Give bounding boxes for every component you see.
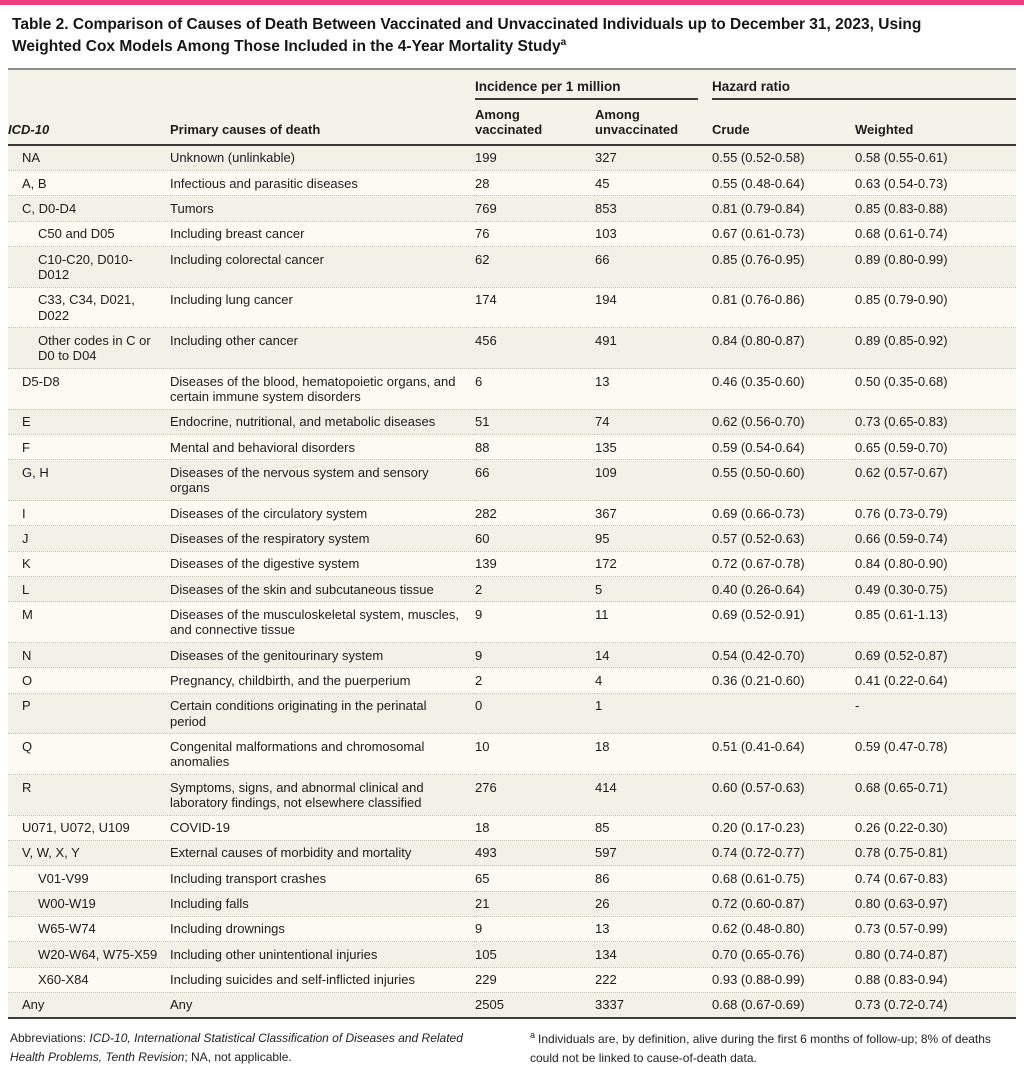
causes-of-death-table (8, 70, 1016, 1019)
table-row (8, 866, 1016, 891)
unvaccinated-incidence-cell: 135 (595, 435, 712, 460)
column-header-unvaccinated-label: Among unvaccinated (595, 107, 679, 138)
footnotes (8, 1019, 1016, 1067)
vaccinated-incidence-cell: 282 (475, 501, 595, 526)
unvaccinated-incidence-cell: 11 (595, 602, 712, 643)
table-row (8, 460, 1016, 501)
cause-cell: Diseases of the circulatory system (170, 501, 475, 526)
vaccinated-incidence-cell: 493 (475, 840, 595, 865)
table-row (8, 891, 1016, 916)
unvaccinated-incidence-cell: 1 (595, 693, 712, 734)
weighted-hazard-ratio-cell: 0.69 (0.52-0.87) (855, 643, 1016, 668)
crude-hazard-ratio-cell: 0.54 (0.42-0.70) (712, 643, 855, 668)
icd-code-cell: P (8, 693, 170, 734)
crude-hazard-ratio-cell (712, 693, 855, 734)
vaccinated-incidence-cell: 174 (475, 287, 595, 328)
icd-code-cell: Any (8, 992, 170, 1018)
cause-cell: Congenital malformations and chromosomal anomalies (170, 734, 475, 775)
unvaccinated-incidence-cell: 491 (595, 328, 712, 369)
weighted-hazard-ratio-cell: 0.85 (0.83-0.88) (855, 196, 1016, 221)
unvaccinated-incidence-cell: 134 (595, 942, 712, 967)
unvaccinated-incidence-cell: 367 (595, 501, 712, 526)
vaccinated-incidence-cell: 51 (475, 409, 595, 434)
title-footnote-marker: a (560, 37, 567, 48)
footnote-text: Individuals are, by definition, alive during the first 6 months of follow-up; 8% of deaths could not be linked to cause-of-death data. (530, 1032, 991, 1065)
crude-hazard-ratio-cell: 0.84 (0.80-0.87) (712, 328, 855, 369)
crude-hazard-ratio-cell: 0.69 (0.52-0.91) (712, 602, 855, 643)
crude-hazard-ratio-cell: 0.70 (0.65-0.76) (712, 942, 855, 967)
abbreviations-footnote (8, 1029, 478, 1067)
column-group-incidence (475, 70, 712, 100)
table-row (8, 734, 1016, 775)
vaccinated-incidence-cell: 65 (475, 866, 595, 891)
unvaccinated-incidence-cell: 414 (595, 775, 712, 816)
unvaccinated-incidence-cell: 103 (595, 221, 712, 246)
weighted-hazard-ratio-cell: 0.73 (0.57-0.99) (855, 916, 1016, 941)
column-header-icd: ICD-10 (8, 100, 170, 145)
unvaccinated-incidence-cell: 5 (595, 577, 712, 602)
weighted-hazard-ratio-cell: 0.76 (0.73-0.79) (855, 501, 1016, 526)
crude-hazard-ratio-cell: 0.72 (0.60-0.87) (712, 891, 855, 916)
table-body (8, 145, 1016, 1018)
crude-hazard-ratio-cell: 0.67 (0.61-0.73) (712, 221, 855, 246)
icd-code-cell: W00-W19 (8, 891, 170, 916)
crude-hazard-ratio-cell: 0.62 (0.56-0.70) (712, 409, 855, 434)
icd-code-cell: N (8, 643, 170, 668)
unvaccinated-incidence-cell: 222 (595, 967, 712, 992)
cause-cell: External causes of morbidity and mortality (170, 840, 475, 865)
weighted-hazard-ratio-cell: 0.80 (0.74-0.87) (855, 942, 1016, 967)
weighted-hazard-ratio-cell: 0.78 (0.75-0.81) (855, 840, 1016, 865)
abbreviations-italic: ICD-10, International Statistical Classification of Diseases and Related Health Problems, Tenth Revision (10, 1031, 463, 1064)
table-row (8, 551, 1016, 576)
unvaccinated-incidence-cell: 3337 (595, 992, 712, 1018)
table-row (8, 942, 1016, 967)
cause-cell: Including falls (170, 891, 475, 916)
weighted-hazard-ratio-cell: 0.89 (0.80-0.99) (855, 247, 1016, 288)
unvaccinated-incidence-cell: 853 (595, 196, 712, 221)
footnote-marker: a (530, 1030, 536, 1041)
unvaccinated-incidence-cell: 74 (595, 409, 712, 434)
table-row (8, 693, 1016, 734)
table-row (8, 196, 1016, 221)
vaccinated-incidence-cell: 66 (475, 460, 595, 501)
icd-code-cell: X60-X84 (8, 967, 170, 992)
crude-hazard-ratio-cell: 0.68 (0.67-0.69) (712, 992, 855, 1018)
column-header-unvaccinated (595, 100, 712, 145)
icd-code-cell: V01-V99 (8, 866, 170, 891)
weighted-hazard-ratio-cell: 0.65 (0.59-0.70) (855, 435, 1016, 460)
table-row (8, 171, 1016, 196)
crude-hazard-ratio-cell: 0.81 (0.76-0.86) (712, 287, 855, 328)
cause-cell: Including suicides and self-inflicted injuries (170, 967, 475, 992)
vaccinated-incidence-cell: 2 (475, 668, 595, 693)
vaccinated-incidence-cell: 21 (475, 891, 595, 916)
table-row (8, 526, 1016, 551)
icd-code-cell: J (8, 526, 170, 551)
crude-hazard-ratio-cell: 0.40 (0.26-0.64) (712, 577, 855, 602)
crude-hazard-ratio-cell: 0.46 (0.35-0.60) (712, 369, 855, 410)
unvaccinated-incidence-cell: 109 (595, 460, 712, 501)
cause-cell: Infectious and parasitic diseases (170, 171, 475, 196)
weighted-hazard-ratio-cell: 0.85 (0.61-1.13) (855, 602, 1016, 643)
cause-cell: Symptoms, signs, and abnormal clinical and laboratory findings, not elsewhere classified (170, 775, 475, 816)
unvaccinated-incidence-cell: 95 (595, 526, 712, 551)
unvaccinated-incidence-cell: 85 (595, 815, 712, 840)
table-row (8, 916, 1016, 941)
cause-cell: COVID-19 (170, 815, 475, 840)
icd-code-cell: Q (8, 734, 170, 775)
unvaccinated-incidence-cell: 172 (595, 551, 712, 576)
weighted-hazard-ratio-cell: 0.73 (0.65-0.83) (855, 409, 1016, 434)
vaccinated-incidence-cell: 28 (475, 171, 595, 196)
icd-code-cell: NA (8, 145, 170, 171)
crude-hazard-ratio-cell: 0.85 (0.76-0.95) (712, 247, 855, 288)
column-header-vaccinated (475, 100, 595, 145)
crude-hazard-ratio-cell: 0.57 (0.52-0.63) (712, 526, 855, 551)
vaccinated-incidence-cell: 6 (475, 369, 595, 410)
icd-code-cell: E (8, 409, 170, 434)
unvaccinated-incidence-cell: 327 (595, 145, 712, 171)
icd-code-cell: M (8, 602, 170, 643)
table-title-text: Table 2. Comparison of Causes of Death Between Vaccinated and Unvaccinated Individuals up to December 31, 2023, Using Weighted Cox Models Among Those Included in the 4-Year Mortality Study (12, 16, 922, 56)
column-header-crude: Crude (712, 100, 855, 145)
crude-hazard-ratio-cell: 0.74 (0.72-0.77) (712, 840, 855, 865)
unvaccinated-incidence-cell: 13 (595, 916, 712, 941)
cause-cell: Diseases of the digestive system (170, 551, 475, 576)
icd-code-cell: W20-W64, W75-X59 (8, 942, 170, 967)
icd-code-cell: D5-D8 (8, 369, 170, 410)
icd-code-cell: F (8, 435, 170, 460)
vaccinated-incidence-cell: 139 (475, 551, 595, 576)
unvaccinated-incidence-cell: 66 (595, 247, 712, 288)
crude-hazard-ratio-cell: 0.81 (0.79-0.84) (712, 196, 855, 221)
column-header-weighted: Weighted (855, 100, 1016, 145)
vaccinated-incidence-cell: 9 (475, 916, 595, 941)
weighted-hazard-ratio-cell: 0.88 (0.83-0.94) (855, 967, 1016, 992)
icd-code-cell: U071, U072, U109 (8, 815, 170, 840)
table-row (8, 328, 1016, 369)
table-row (8, 815, 1016, 840)
crude-hazard-ratio-cell: 0.62 (0.48-0.80) (712, 916, 855, 941)
cause-cell: Diseases of the genitourinary system (170, 643, 475, 668)
icd-code-cell: Other codes in C or D0 to D04 (8, 328, 170, 369)
weighted-hazard-ratio-cell: 0.80 (0.63-0.97) (855, 891, 1016, 916)
cause-cell: Diseases of the musculoskeletal system, muscles, and connective tissue (170, 602, 475, 643)
table-wrap (8, 70, 1016, 1019)
table-row (8, 643, 1016, 668)
vaccinated-incidence-cell: 2 (475, 577, 595, 602)
column-group-hazard-label: Hazard ratio (712, 79, 1016, 100)
table-row (8, 369, 1016, 410)
weighted-hazard-ratio-cell: 0.41 (0.22-0.64) (855, 668, 1016, 693)
crude-hazard-ratio-cell: 0.36 (0.21-0.60) (712, 668, 855, 693)
weighted-hazard-ratio-cell: 0.74 (0.67-0.83) (855, 866, 1016, 891)
cause-cell: Including transport crashes (170, 866, 475, 891)
column-group-row (8, 70, 1016, 100)
unvaccinated-incidence-cell: 14 (595, 643, 712, 668)
weighted-hazard-ratio-cell: 0.50 (0.35-0.68) (855, 369, 1016, 410)
crude-hazard-ratio-cell: 0.55 (0.50-0.60) (712, 460, 855, 501)
abbreviations-suffix: ; NA, not applicable. (184, 1049, 292, 1064)
table-row (8, 602, 1016, 643)
unvaccinated-incidence-cell: 4 (595, 668, 712, 693)
crude-hazard-ratio-cell: 0.55 (0.52-0.58) (712, 145, 855, 171)
table-header (8, 70, 1016, 145)
icd-code-cell: C10-C20, D010-D012 (8, 247, 170, 288)
table-row (8, 221, 1016, 246)
study-footnote (530, 1029, 1016, 1067)
vaccinated-incidence-cell: 0 (475, 693, 595, 734)
weighted-hazard-ratio-cell: 0.63 (0.54-0.73) (855, 171, 1016, 196)
cause-cell: Certain conditions originating in the perinatal period (170, 693, 475, 734)
vaccinated-incidence-cell: 9 (475, 602, 595, 643)
abbreviations-prefix: Abbreviations: (10, 1031, 90, 1046)
vaccinated-incidence-cell: 88 (475, 435, 595, 460)
cause-cell: Diseases of the respiratory system (170, 526, 475, 551)
column-group-incidence-label: Incidence per 1 million (475, 79, 698, 100)
column-header-row (8, 100, 1016, 145)
cause-cell: Endocrine, nutritional, and metabolic diseases (170, 409, 475, 434)
weighted-hazard-ratio-cell: 0.68 (0.61-0.74) (855, 221, 1016, 246)
crude-hazard-ratio-cell: 0.68 (0.61-0.75) (712, 866, 855, 891)
crude-hazard-ratio-cell: 0.72 (0.67-0.78) (712, 551, 855, 576)
icd-code-cell: A, B (8, 171, 170, 196)
unvaccinated-incidence-cell: 45 (595, 171, 712, 196)
cause-cell: Mental and behavioral disorders (170, 435, 475, 460)
table-row (8, 967, 1016, 992)
table-row (8, 287, 1016, 328)
vaccinated-incidence-cell: 10 (475, 734, 595, 775)
weighted-hazard-ratio-cell: 0.58 (0.55-0.61) (855, 145, 1016, 171)
crude-hazard-ratio-cell: 0.55 (0.48-0.64) (712, 171, 855, 196)
icd-code-cell: G, H (8, 460, 170, 501)
vaccinated-incidence-cell: 9 (475, 643, 595, 668)
unvaccinated-incidence-cell: 13 (595, 369, 712, 410)
icd-code-cell: O (8, 668, 170, 693)
cause-cell: Including drownings (170, 916, 475, 941)
icd-code-cell: I (8, 501, 170, 526)
vaccinated-incidence-cell: 769 (475, 196, 595, 221)
table-row (8, 668, 1016, 693)
cause-cell: Including lung cancer (170, 287, 475, 328)
icd-code-cell: C33, C34, D021, D022 (8, 287, 170, 328)
icd-code-cell: C, D0-D4 (8, 196, 170, 221)
table-title-block (8, 5, 1016, 70)
vaccinated-incidence-cell: 2505 (475, 992, 595, 1018)
table-row (8, 435, 1016, 460)
crude-hazard-ratio-cell: 0.20 (0.17-0.23) (712, 815, 855, 840)
weighted-hazard-ratio-cell: 0.49 (0.30-0.75) (855, 577, 1016, 602)
column-header-vaccinated-label: Among vaccinated (475, 107, 543, 138)
table-row (8, 577, 1016, 602)
icd-code-cell: C50 and D05 (8, 221, 170, 246)
table-row (8, 501, 1016, 526)
weighted-hazard-ratio-cell: 0.85 (0.79-0.90) (855, 287, 1016, 328)
unvaccinated-incidence-cell: 597 (595, 840, 712, 865)
column-header-cause: Primary causes of death (170, 100, 475, 145)
cause-cell: Unknown (unlinkable) (170, 145, 475, 171)
weighted-hazard-ratio-cell: 0.59 (0.47-0.78) (855, 734, 1016, 775)
weighted-hazard-ratio-cell: 0.84 (0.80-0.90) (855, 551, 1016, 576)
icd-code-cell: L (8, 577, 170, 602)
crude-hazard-ratio-cell: 0.93 (0.88-0.99) (712, 967, 855, 992)
table-row (8, 247, 1016, 288)
crude-hazard-ratio-cell: 0.51 (0.41-0.64) (712, 734, 855, 775)
weighted-hazard-ratio-cell: 0.26 (0.22-0.30) (855, 815, 1016, 840)
vaccinated-incidence-cell: 456 (475, 328, 595, 369)
vaccinated-incidence-cell: 276 (475, 775, 595, 816)
cause-cell: Diseases of the nervous system and sensory organs (170, 460, 475, 501)
vaccinated-incidence-cell: 229 (475, 967, 595, 992)
table-row (8, 840, 1016, 865)
icd-code-cell: W65-W74 (8, 916, 170, 941)
cause-cell: Any (170, 992, 475, 1018)
cause-cell: Including colorectal cancer (170, 247, 475, 288)
weighted-hazard-ratio-cell: 0.89 (0.85-0.92) (855, 328, 1016, 369)
icd-code-cell: R (8, 775, 170, 816)
weighted-hazard-ratio-cell: 0.68 (0.65-0.71) (855, 775, 1016, 816)
column-group-hazard (712, 70, 1016, 100)
column-group-spacer (8, 70, 475, 100)
cause-cell: Diseases of the skin and subcutaneous tissue (170, 577, 475, 602)
table-row (8, 409, 1016, 434)
table-title (12, 14, 956, 58)
weighted-hazard-ratio-cell: - (855, 693, 1016, 734)
crude-hazard-ratio-cell: 0.60 (0.57-0.63) (712, 775, 855, 816)
crude-hazard-ratio-cell: 0.69 (0.66-0.73) (712, 501, 855, 526)
cause-cell: Pregnancy, childbirth, and the puerperium (170, 668, 475, 693)
unvaccinated-incidence-cell: 26 (595, 891, 712, 916)
table-row (8, 992, 1016, 1018)
unvaccinated-incidence-cell: 18 (595, 734, 712, 775)
vaccinated-incidence-cell: 62 (475, 247, 595, 288)
cause-cell: Tumors (170, 196, 475, 221)
crude-hazard-ratio-cell: 0.59 (0.54-0.64) (712, 435, 855, 460)
weighted-hazard-ratio-cell: 0.62 (0.57-0.67) (855, 460, 1016, 501)
vaccinated-incidence-cell: 105 (475, 942, 595, 967)
cause-cell: Including breast cancer (170, 221, 475, 246)
table-row (8, 775, 1016, 816)
cause-cell: Including other cancer (170, 328, 475, 369)
vaccinated-incidence-cell: 18 (475, 815, 595, 840)
cause-cell: Including other unintentional injuries (170, 942, 475, 967)
vaccinated-incidence-cell: 199 (475, 145, 595, 171)
weighted-hazard-ratio-cell: 0.73 (0.72-0.74) (855, 992, 1016, 1018)
icd-code-cell: K (8, 551, 170, 576)
vaccinated-incidence-cell: 76 (475, 221, 595, 246)
vaccinated-incidence-cell: 60 (475, 526, 595, 551)
unvaccinated-incidence-cell: 86 (595, 866, 712, 891)
icd-code-cell: V, W, X, Y (8, 840, 170, 865)
table-row (8, 145, 1016, 171)
unvaccinated-incidence-cell: 194 (595, 287, 712, 328)
weighted-hazard-ratio-cell: 0.66 (0.59-0.74) (855, 526, 1016, 551)
cause-cell: Diseases of the blood, hematopoietic organs, and certain immune system disorders (170, 369, 475, 410)
